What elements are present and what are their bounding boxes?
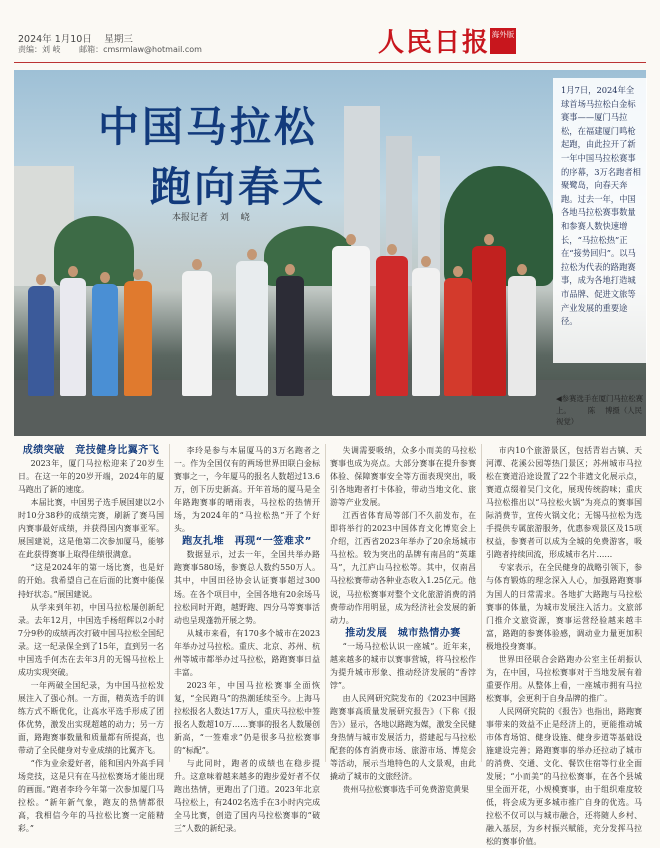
column-divider (169, 444, 170, 762)
paragraph: 本届比赛，中国男子选手展国建以2小时10分38秒的成绩完赛，刷新了赛马国内赛事最好成绩，并获得国内赛事亚军。展国建说，这是他第二次参加厦马，能够在此获得赛事上取得佳绩很满意。 (18, 498, 164, 560)
paragraph: 李玲是参与本届厦马的3万名跑者之一。作为全国仅有的两场世界田联白金标赛事之一，今年厦马的报名人数超过13.6万，创下历史新高。开年首场的厦马是全年路跑赛事的晴雨表，马拉松的热情开场，为2024年的“马拉松热”开了个好头。 (174, 446, 320, 534)
paragraph: 从学来到年初，中国马拉松屡创新纪录。去年12月，中国选手杨绍辉以2小时7分9秒的成绩再次打破中国马拉松全国纪录。这一纪录保全到了15年，直到另一名中国选手何杰在去年3月的无锡马拉松上成功实现突破。 (18, 602, 164, 677)
paragraph: 江西省体育局等部门不久前发布，在即将举行的2023中国体育文化博览会上介绍，江西省2023年举办了20余场城市马拉松。较为突出的品牌有南昌的“英雄马”，九江庐山马拉松等。其中，仅南昌马拉松赛带动各种业态收入1.25亿元。他说，马拉松赛事对整个文化旅游消费的消费带动作用明显，成为经济社会发展的新动力。 (330, 511, 476, 625)
article-column-3 (330, 444, 476, 796)
runner (124, 281, 152, 396)
runner (444, 278, 472, 396)
paragraph: 数据显示，过去一年，全国共举办路跑赛事580场，参赛总人数约550万人。其中，中国田径协会认证赛事超过300场。在各个项目中，全国各地有20余场马拉松同时开跑，越野跑、四分马等赛事活动也呈现蓬勃开展之势。 (174, 550, 320, 625)
paragraph: 世界田径联合会路跑办公室主任胡振认为，在中国，马拉松赛事对于当地发展有着重要作用。从整体上看，一座城市拥有马拉松赛事，会更利于自身品牌的推广。 (486, 654, 642, 703)
runner (92, 284, 118, 396)
paragraph: 2023年，厦门马拉松迎来了20岁生日。在这一年的20岁开端，2024年的厦马跑出了新的速度。 (18, 459, 164, 495)
runner (28, 286, 54, 396)
runner (60, 278, 86, 396)
section-heading: 推动发展 城市热情办赛 (345, 627, 461, 639)
paragraph: 一年两破全国纪录，为中国马拉松发展注入了强心剂。一方面，精英选手的训练方式不断优化，让高水平选手形成了团体优势，激发出实现超越的动力；另一方面，路跑赛事数量和质量都有所提高，也带动了全民健身对专业成绩的比翼齐飞。 (18, 680, 164, 756)
byline: 本报记者 刘 峣 (172, 213, 250, 223)
lead-paragraph: 1月7日，2024年全球首场马拉松白金标赛事——厦门马拉松，在福建厦门鸣枪起跑，由此拉开了新一年中国马拉松赛事的序幕，3万名跑者相聚鹭岛，向春天奔跑。过去一年，中国各地马拉松赛事数量和参赛人数快速增长，“马拉松热”正在“接势回归”。以马拉松为代表的路跑赛事，成为各地打造城市品牌、促进文旅等产业发展的重要途径。 (553, 78, 647, 363)
paragraph: 市内10个旅游景区，包括青岩古镇、天河潭、花溪公园等热门景区；苏州城市马拉松在赛道沿途设置了22个非遗文化展示点，赛道点缀着吴门文化，展现传统韵味；重庆马拉松推出以“马拉松火锅”为亮点的赛事国际消费节，宣传火锅文化；无锡马拉松为选手提供专属旅游服务，优惠参观景区及15项权益，参赛者可以成为全城的免费游客，吸引跑者持续回流，形成城市名片…… (486, 446, 642, 560)
section-heading: 成绩突破 竞技健身比翼齐飞 (22, 445, 160, 456)
paragraph: “一场马拉松认识一座城”。近年来，越来越多的城市以赛事营城，将马拉松作为提升城市形象、推动经济发展的“香饽饽”。 (330, 641, 476, 690)
runner (236, 261, 268, 396)
runner (276, 276, 304, 396)
runner (182, 271, 212, 396)
runner (376, 256, 408, 396)
editor-credit: 责编：刘 岐 邮箱：cmsrmlaw@hotmail.com (18, 45, 202, 54)
skyscraper (418, 156, 440, 286)
article-column-2 (174, 444, 320, 835)
paragraph: 与此同时，跑者的成绩也在稳步提升。这意味着越来越多的跑步爱好者不仅跑出热情，更跑出了门道。2023年北京马拉松上，有2402名选手在3小时内完成全马比赛，创造了国内马拉松赛事的“破三”人数的新纪录。 (174, 759, 320, 834)
runner (508, 276, 536, 396)
paragraph: 贵州马拉松赛事选手可免费游览黄果 (342, 785, 469, 795)
article-column-1 (18, 444, 164, 835)
paragraph: “这是2024年的第一场比赛，也是好的开始。我希望自己在后面的比赛中能保持好状态。”展国建说。 (18, 563, 164, 599)
column-divider (325, 444, 326, 762)
header-divider (14, 62, 646, 63)
feature-title-line1: 中国马拉松 (98, 103, 318, 151)
paragraph: 由人民网研究院发布的《2023中国路跑赛事高质量发展研究报告》（下称《报告》）显示，各地以路跑为媒，激发全民健身热情与城市发展活力，搭建起与马拉松配套的体育消费市场、旅游市场、博览会等活动，展示当地特色的人文景观，由此撬动了城市的文旅经济。 (330, 693, 476, 782)
paragraph: 专家表示，在全民健身的战略引领下，参与体育锻炼的理念深入人心，加强路跑赛事为国人的日常需求。各地扩大路跑与马拉松赛事的体量，为城市发展注入活力。文旅部门推介文旅资源，赛事运营经验越来越丰富，路跑的参赛体验感，调动业力量更加积极地投身赛事。 (486, 563, 642, 651)
feature-title-line2: 跑向春天 (150, 163, 326, 211)
column-divider (481, 444, 482, 762)
photo-caption: ◀参赛选手在厦门马拉松赛上。 陈 博摄（人民视觉） (556, 394, 643, 426)
edition-badge: 海外版 (490, 28, 516, 54)
runner (332, 246, 370, 396)
paragraph: 人民网研究院的《报告》也指出，路跑赛事带来的效益不止是经济上的，更能推动城市体育场馆、健身设施、健身步道等基础设施建设完善；路跑赛事的举办还拉动了城市的消费、交通、文化、餐饮住宿等行业全面发展；“小而美”的马拉松赛事，在各个县城里全面开花，小规模赛事，由于组织难度较低，将会成为更多城市推广自身的优选。马拉松不仅可以与城市融合，还将随人乡村、融入基层，为乡村振兴赋能，充分发挥马拉松的赛事价值。 (486, 706, 642, 847)
runner (412, 268, 440, 396)
runner (472, 246, 506, 396)
paragraph: 失调需要吸纳，众多小而美的马拉松赛事也成为亮点。大部分赛事在提升参赛体验、保障赛事安全等方面表现突出，吸引各地跑者打卡体验，带动当地文化、旅游等产业发展。 (330, 446, 476, 508)
tree (54, 216, 134, 286)
issue-date: 2024年 1月10日 星期三 (18, 34, 133, 45)
paragraph: 2023年，中国马拉松赛事全面恢复，“全民跑马”的热潮延续至今。上海马拉松报名人数达17万人，重庆马拉松中签报名人数超10万……赛事的报名人数屡创新高，“一签难求”仍是很多马拉松赛事的“标配”。 (174, 680, 320, 756)
page-header (0, 0, 660, 66)
paragraph: “作为业余爱好者，能和国内外高手同场竞技，这是只有在马拉松赛场才能出现的画面。”跑者李玲今年第一次参加厦门马拉松。“新年新气象，跑友的热情都很高，我相信今年的马拉松比赛一定能精彩。” (18, 759, 164, 834)
newspaper-masthead: 人民日报 (378, 28, 491, 58)
section-heading: 跑友扎堆 再现“一签难求” (182, 536, 312, 548)
paragraph: 从城市来看，有170多个城市在2023年举办过马拉松。重庆、北京、苏州、杭州等城市都举办过马拉松，路跑赛事日益丰富。 (174, 628, 320, 677)
article-column-4 (486, 444, 642, 848)
